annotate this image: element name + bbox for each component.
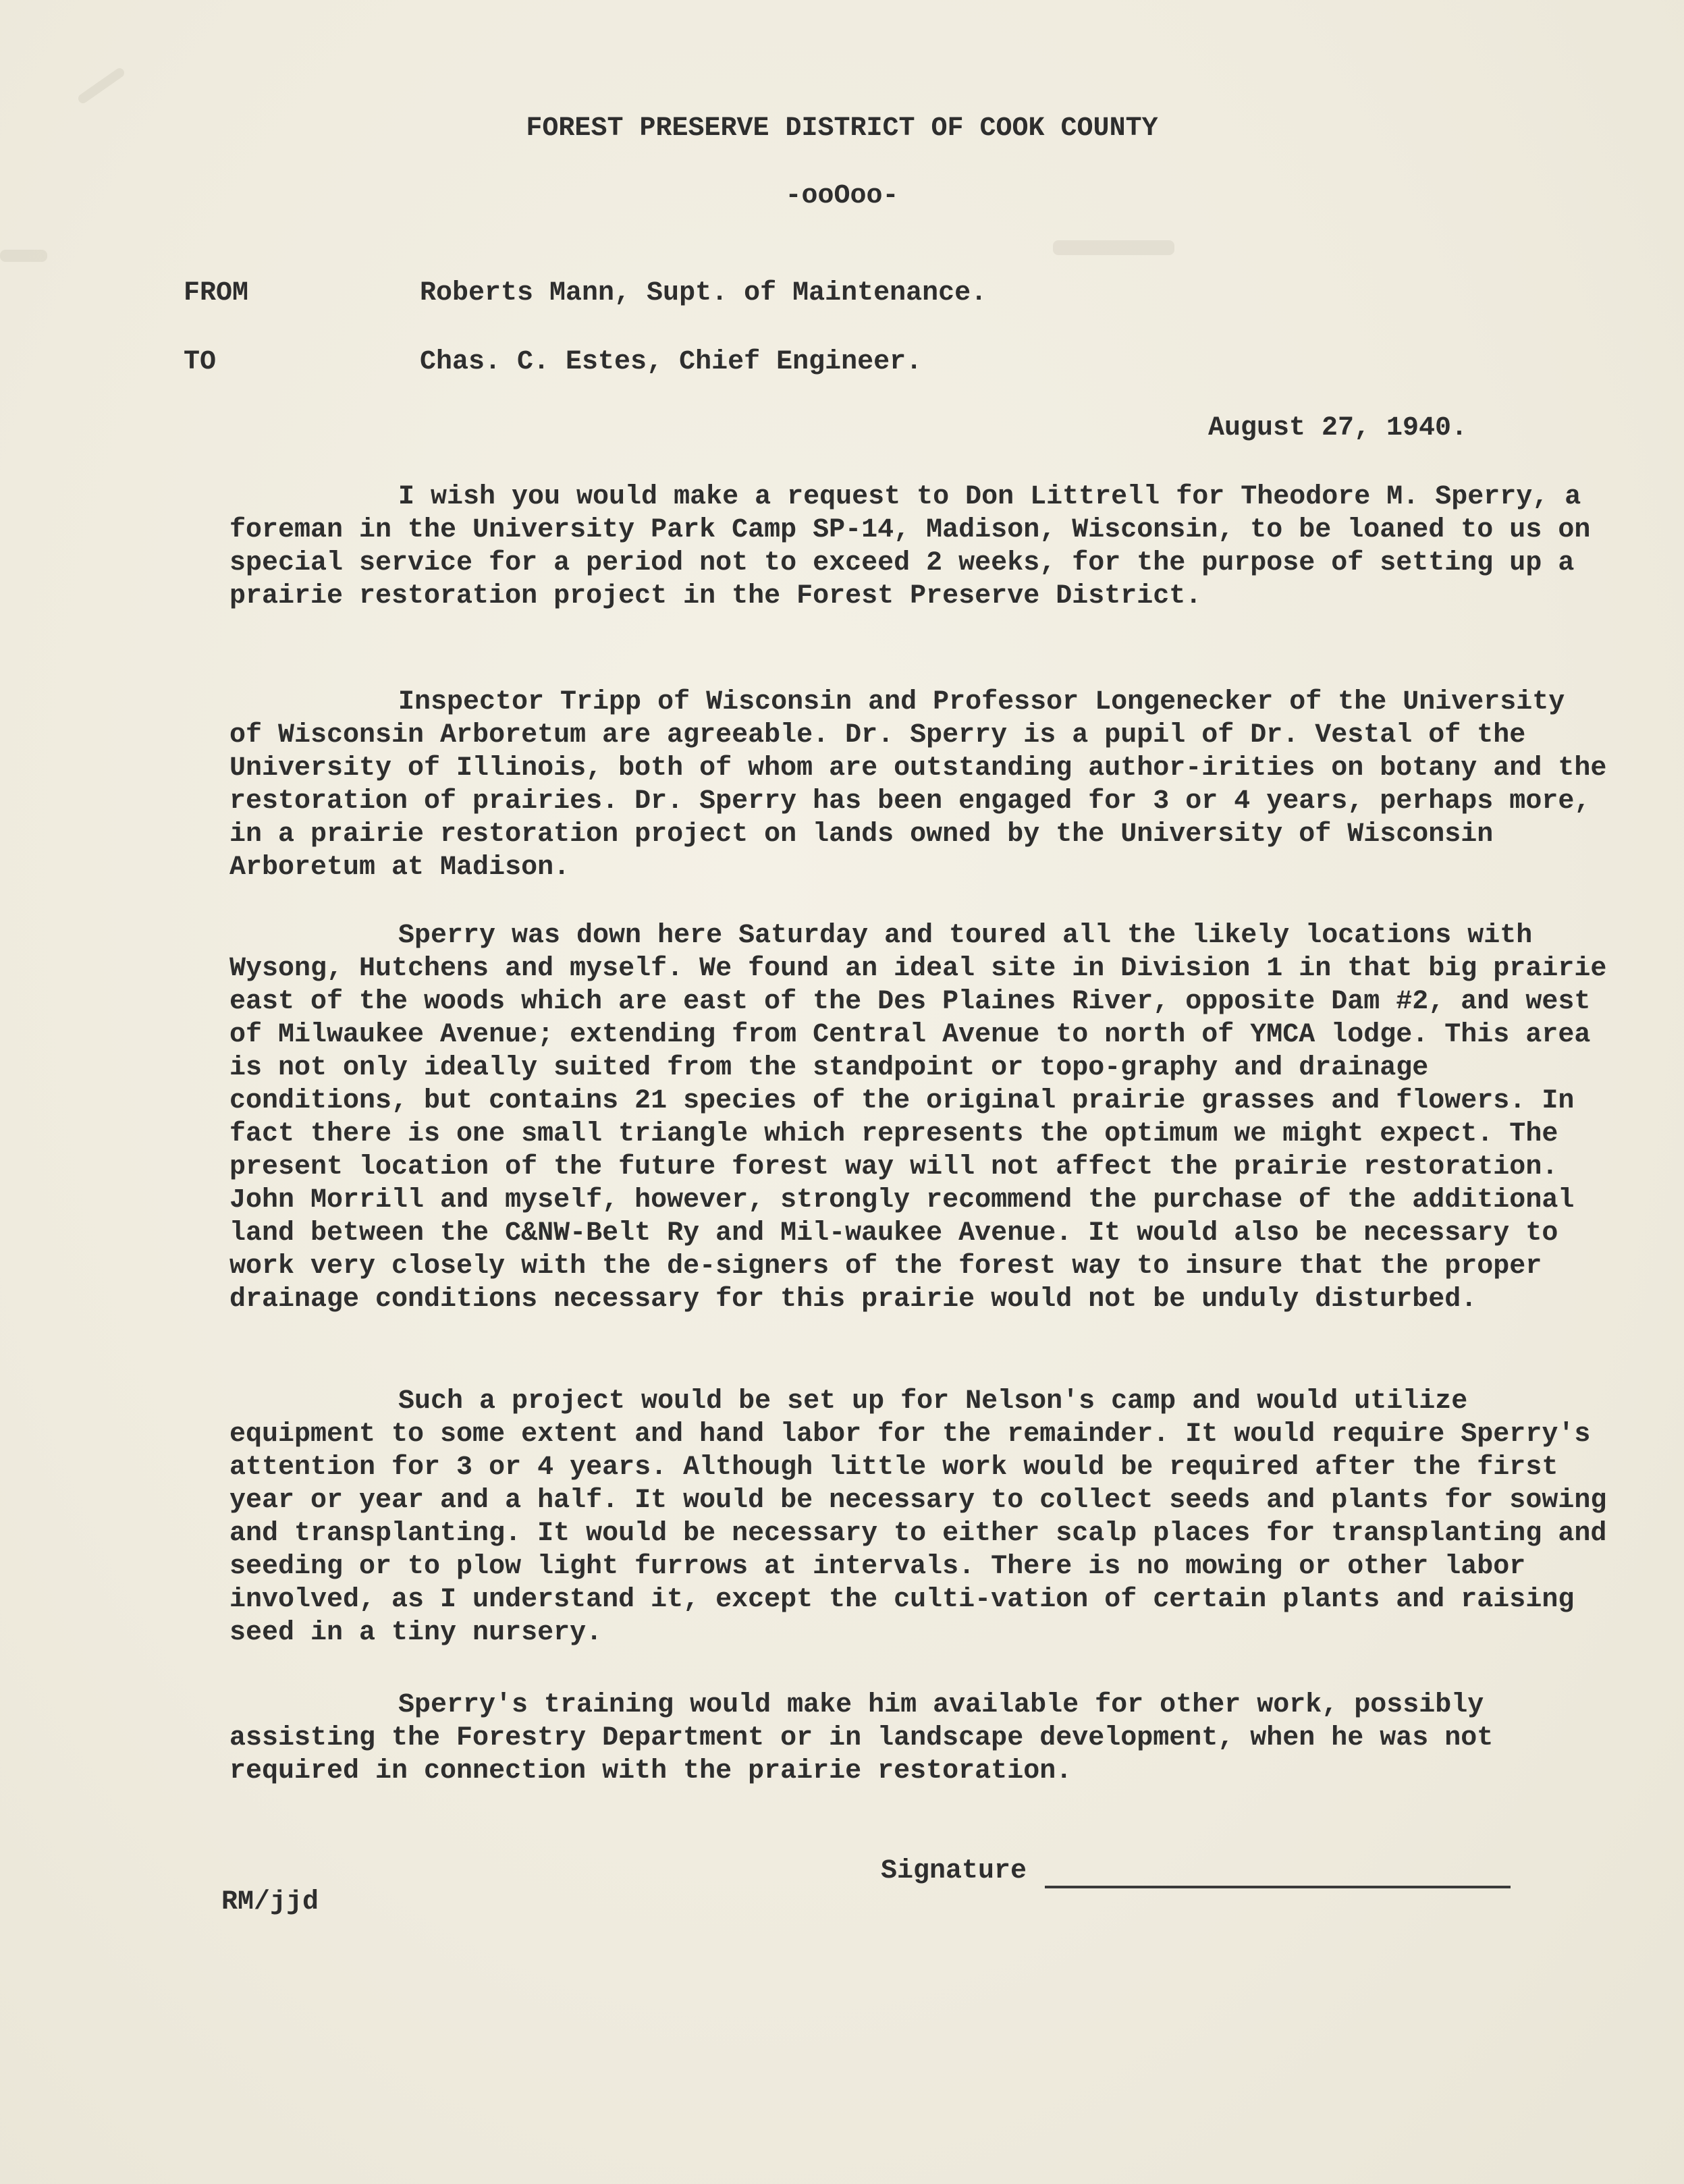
signature-line [1045, 1886, 1511, 1888]
from-label: FROM [184, 278, 249, 308]
body-paragraph-1: I wish you would make a request to Don Littrell for Theodore M. Sperry, a foreman in the University Park Camp SP-14, Madison, Wisconsin, to be loaned to us on special service for a period not to exceed 2 weeks, for the purpose of setting up a prairie restoration project in the Forest Preserve District. [229, 482, 1591, 611]
heading-divider: -ooOoo- [785, 181, 899, 211]
body-paragraph-5: Sperry's training would make him available for other work, possibly assisting the Forestry Department or in landscape development, when he was not required in connection with the prairie restoration. [229, 1690, 1494, 1786]
paper-smudge [76, 66, 126, 105]
to-label: TO [184, 347, 217, 377]
body-paragraph-3: Sperry was down here Saturday and toured all the likely locations with Wysong, Hutchens and myself. We found an ideal site in Division 1 in that big prairie east of the woods which are east of the Des Plaines River, opposite Dam #2, and west of Milwaukee Avenue; extending from Central Avenue to north of YMCA lodge. This area is not only ideally suited from the standpoint or topo-graphy and drainage conditions, but contains 21 species of the original prairie grasses and flowers. In fact there is one small triangle which represents the optimum we might expect. The present location of the future forest way will not affect the prairie restoration. John Morrill and myself, however, strongly recommend the purchase of the additional land between the C&NW-Belt Ry and Mil-waukee Avenue. It would also be necessary to work very closely with the de-signers of the forest way to insure that the proper drainage conditions necessary for this prairie would not be unduly disturbed. [229, 921, 1607, 1315]
body-paragraph-2: Inspector Tripp of Wisconsin and Professor Longenecker of the University of Wisconsin Arboretum are agreeable. Dr. Sperry is a pupil of Dr. Vestal of the University of Illinois, both of whom are outstanding author-irities on botany and the restoration of prairies. Dr. Sperry has been engaged for 3 or 4 years, perhaps more, in a prairie restoration project on lands owned by the University of Wisconsin Arboretum at Madison. [229, 687, 1607, 883]
to-value: Chas. C. Estes, Chief Engineer. [420, 347, 923, 377]
typist-initials: RM/jjd [221, 1887, 319, 1917]
paper-smudge [1053, 240, 1174, 255]
document-heading: FOREST PRESERVE DISTRICT OF COOK COUNTY [526, 113, 1158, 144]
body-paragraph-4: Such a project would be set up for Nelson's camp and would utilize equipment to some extent and hand labor for the remainder. It would require Sperry's attention for 3 or 4 years. Although little work would be required after the first year or year and a half. It would be necessary to collect seeds and plants for sowing and transplanting. It would be necessary to either scalp places for transplanting and seeding or to plow light furrows at intervals. There is no mowing or other labor involved, as I understand it, except the culti-vation of certain plants and raising seed in a tiny nursery. [229, 1386, 1607, 1648]
signature-label: Signature [881, 1856, 1027, 1886]
paper-smudge [0, 250, 47, 262]
memo-date: August 27, 1940. [1208, 413, 1468, 443]
from-value: Roberts Mann, Supt. of Maintenance. [420, 278, 987, 308]
